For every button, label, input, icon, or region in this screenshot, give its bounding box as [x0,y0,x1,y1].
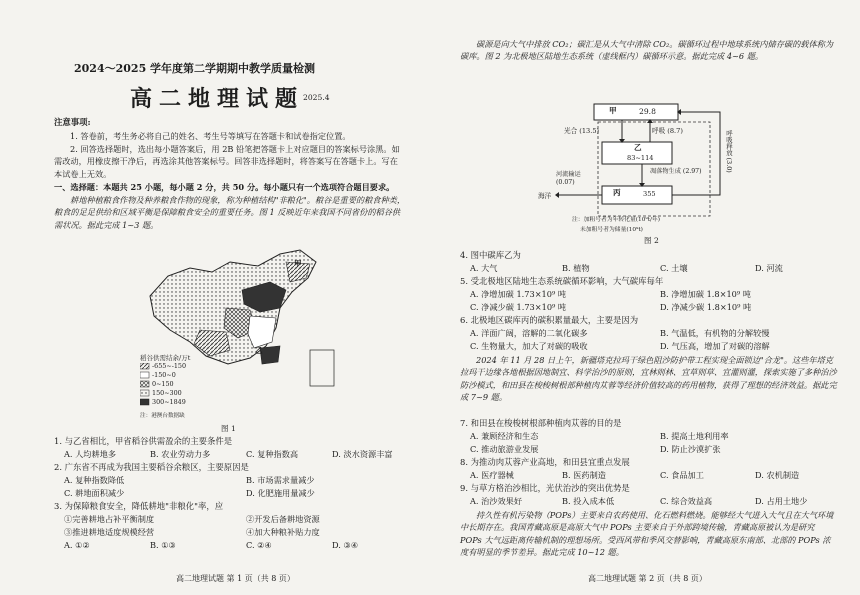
q4-option-a[interactable]: A. 大气 [470,263,498,273]
exam-header: 2024～2025 学年度第二学期期中教学质量检测 [74,62,316,75]
q3-statement-3: ③推进耕地适度规模经营 [64,527,155,537]
q3-option-b[interactable]: B. ①③ [150,540,176,550]
figure-2-caption: 图 2 [644,236,659,245]
legend-item: 0~150 [152,380,174,388]
q3-statement-4: ④加大种粮补贴力度 [246,527,320,537]
page-footer-2: 高二地理试题 第 2 页（共 8 页） [588,574,707,583]
page-title: 高二地理试题 [130,86,305,112]
q8-option-d[interactable]: D. 农机制造 [755,470,800,480]
q8-option-a[interactable]: A. 医疗器械 [470,470,514,480]
notice-2: 2. 回答选择题时，选出每小题答案后，用 2B 铅笔把答题卡上对应题目的答案标号涂黑。如需改动，用橡皮擦干净后，再选涂其他答案标号。回答非选择题时，将答案写在答题卡上。写在本试卷上无效。 [54,144,400,179]
q1-option-b[interactable]: B. 农业劳动力多 [150,449,211,459]
diagram-jia-value: 29.8 [639,107,656,116]
diagram-photosynthesis: 光合 (13.5) [564,127,600,135]
q6-option-d[interactable]: D. 气压高，增加了对碳的溶解 [660,341,770,351]
legend-note: 注：港澳台数据缺 [140,413,185,419]
diagram-jia-label: 甲 [609,106,617,115]
q9-stem: 9. 与草方格治沙相比，光伏治沙的突出优势是 [460,483,630,493]
q7-option-a[interactable]: A. 兼顾经济和生态 [470,431,539,441]
q5-option-b[interactable]: B. 净增加碳 1.8×10⁹ 吨 [660,289,751,299]
diagram-river: 河流输运 (0.07) [556,171,581,186]
q2-stem: 2. 广东省不再成为我国主要稻谷余粮区，主要原因是 [54,462,249,472]
q7-option-d[interactable]: D. 防止沙漠扩张 [660,444,721,454]
diagram-bing-value: 355 [643,190,656,198]
q2-option-b[interactable]: B. 市场需求量减少 [246,475,315,485]
intro-q1-3: 耕地种植粮食作物及种养粮食作物的现象，称为种植结构"非粮化"。粮谷是重要的粮食种类，粮食的足足供给和区域平衡是保障粮食安全的重要任务。图 1 反映近年来我国不同省份的稻谷供需状况。据此完成 1~3 题。 [54,195,406,230]
map-legend [140,363,150,413]
q3-stem: 3. 为保障粮食安全，降低耕地"非粮化"率，应 [54,501,224,511]
legend-labels [152,362,186,407]
q9-option-d[interactable]: D. 占用土地少 [755,496,808,506]
q2-option-a[interactable]: A. 复种指数降低 [64,475,125,485]
q4-stem: 4. 图中碳库乙为 [460,250,521,260]
q5-stem: 5. 受北极地区陆地生态系统碳循环影响，大气碳库每年 [460,276,664,286]
q1-option-c[interactable]: C. 复种指数高 [246,449,299,459]
q5-option-d[interactable]: D. 净减少碳 1.8×10⁹ 吨 [660,302,752,312]
q2-option-c[interactable]: C. 耕地面积减少 [64,488,125,498]
carbon-cycle-diagram [542,100,742,230]
diagram-respiration: 呼吸 (8.7) [652,127,683,135]
notice-1: 1. 答卷前，考生务必将自己的姓名、考生号等填写在答题卡和试卷指定位置。 [70,131,351,141]
q1-stem: 1. 与乙省相比，甲省稻谷供需盈余的主要条件是 [54,436,233,446]
q3-option-a[interactable]: A. ①② [64,540,90,550]
q3-option-c[interactable]: C. ②④ [246,540,272,550]
q8-stem: 8. 为推动肉苁蓉产业高地，和田县宜重点发展 [460,457,630,467]
map-label-jia: 甲 [294,259,302,268]
legend-title: 稻谷供需结余/万t [140,354,191,362]
intro-q4-6: 碳源是向大气中排放 CO₂；碳汇是从大气中清除 CO₂。碳循环过程中地球系统内储存碳的载体称为碳库。图 2 为北极地区陆地生态系统（虚线框内）碳循环示意。据此完成 4~6 题。 [460,39,834,62]
q9-option-b[interactable]: B. 投入成本低 [562,496,615,506]
diagram-emission: 呼吸释放 (3.0) [725,130,733,173]
intro-q10-12: 持久性有机污染物（POPs）主要来自农药使用、化石燃料燃烧。能够经大气进入大气且在大气环境中长期存在。我国青藏高原是高原大气中 POPs 主要来自于外部跨境传输，青藏高原被认为是研究 POPs 大气远距离传输机制的理想场所。受西风带和季风交替影响，青藏高原东南部、北部的 POPs 浓度有明显的季节差异。据此完成 10~12 题。 [460,510,834,558]
q3-option-d[interactable]: D. ③④ [332,540,359,550]
figure-1-caption: 图 1 [221,424,236,433]
legend-item: 300~1849 [152,398,186,406]
legend-item: -655~-150 [152,362,187,370]
diagram-note-1: 注：加粗号者为年转化量(10⁹t/年) [572,217,661,223]
q1-option-a[interactable]: A. 人均耕地多 [64,449,117,459]
section-1-heading: 一、选择题：本题共 25 小题，每小题 2 分，共 50 分。每小题只有一个选项符合题目要求。 [54,182,395,192]
q8-option-c[interactable]: C. 食品加工 [660,470,704,480]
q8-option-b[interactable]: B. 医药制造 [562,470,606,480]
q4-option-b[interactable]: B. 植物 [562,263,590,273]
diagram-sea: 海洋 [538,192,552,200]
q6-stem: 6. 北极地区碳库丙的碳积累量最大，主要是因为 [460,315,639,325]
q4-option-c[interactable]: C. 土壤 [660,263,688,273]
q5-option-a[interactable]: A. 净增加碳 1.73×10⁹ 吨 [470,289,567,299]
diagram-yi-label: 乙 [634,143,642,152]
diagram-yi-value: 83~114 [627,154,654,162]
q1-option-d[interactable]: D. 淡水资源丰富 [332,449,393,459]
q6-option-c[interactable]: C. 生物量大，加大了对碳的吸收 [470,341,588,351]
q3-statement-2: ②开发后备耕地资源 [246,514,320,524]
q9-option-c[interactable]: C. 综合效益高 [660,496,713,506]
exam-date: 2025.4 [303,93,330,102]
notice-title: 注意事项: [54,117,91,127]
map-label-yi: 乙 [255,346,263,355]
page-footer-1: 高二地理试题 第 1 页（共 8 页） [176,574,295,583]
legend-item: 150~300 [152,389,182,397]
q6-option-b[interactable]: B. 气温低，有机物的分解较慢 [660,328,770,338]
q5-option-c[interactable]: C. 净减少碳 1.73×10⁹ 吨 [470,302,567,312]
q7-option-c[interactable]: C. 推动旅游业发展 [470,444,539,454]
intro-q7-9: 2024 年 11 月 28 日上午，新疆塔克拉玛干绿色阻沙防护带工程实现全面锁边"合龙"。这些年塔克拉玛干边缘各地根据因地制宜、科学治沙的原则，宜林则林、宜草则草、宜灌则灌，探索实施了多种治沙防沙模式，和田县在梭梭树根部种植肉苁蓉等经济价值较高的药用植物，获得了理想的经济效益。据此完成 7~9 题。 [460,355,837,403]
diagram-bing-label: 丙 [613,188,621,197]
q2-option-d[interactable]: D. 化肥施用量减少 [246,488,315,498]
q7-option-b[interactable]: B. 提高土地利用率 [660,431,729,441]
diagram-note-2: 未加粗号者为储量(10⁹t) [580,227,643,233]
q6-option-a[interactable]: A. 洋面广阔，溶解的二氧化碳多 [470,328,588,338]
diagram-decay: 凋落物生成 (2.97) [650,168,702,175]
q3-statement-1: ①完善耕地占补平衡制度 [64,514,155,524]
q4-option-d[interactable]: D. 河流 [755,263,783,273]
q7-stem: 7. 和田县在梭梭树根部种植肉苁蓉的目的是 [460,418,622,428]
q9-option-a[interactable]: A. 治沙效果好 [470,496,523,506]
right-page [430,0,860,595]
legend-item: -150~0 [152,371,176,379]
